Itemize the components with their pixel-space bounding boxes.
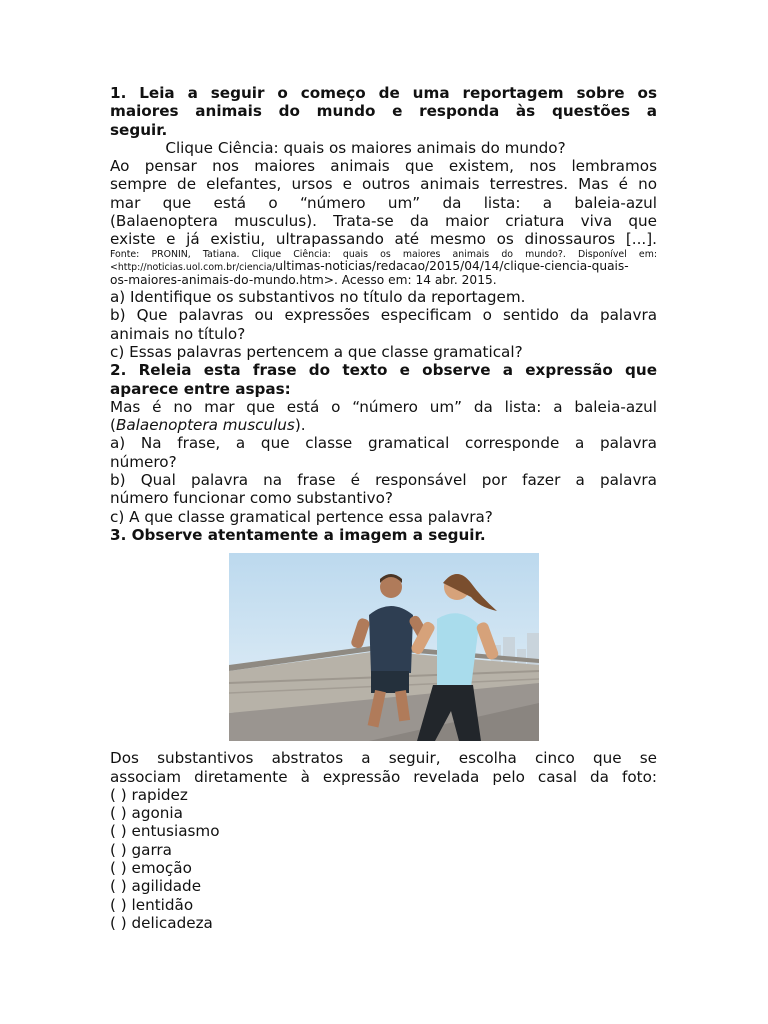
question-2 — [110, 361, 657, 526]
question-3-header: 3. Observe atentamente a imagem a seguir. — [110, 525, 486, 544]
question-2-item-b-cont: número funcionar como substantivo? — [110, 489, 393, 508]
question-3 — [110, 526, 657, 932]
question-1-item-b-cont: animais no título? — [110, 324, 246, 343]
source-citation-line — [110, 258, 657, 274]
question-2-header-line: aparece entre aspas: — [110, 379, 291, 398]
question-2-item-c: c) A que classe gramatical pertence essa palavra? — [110, 507, 493, 526]
answer-options — [110, 786, 657, 932]
document-content — [110, 84, 657, 932]
option-garra[interactable]: ( ) garra — [110, 840, 172, 859]
quoted-sentence-line: Mas é no mar que está o “número um” da lista: a baleia-azul — [110, 397, 657, 416]
question-2-header-line: 2. Releia esta frase do texto e observe a expressão que — [110, 361, 657, 380]
quoted-sentence-line — [110, 416, 657, 434]
scientific-name: Balaenoptera musculus — [115, 416, 295, 435]
option-agonia[interactable]: ( ) agonia — [110, 804, 183, 823]
article-text-line: Ao pensar nos maiores animais que existem, nos lembramos — [110, 157, 657, 176]
article-text-line: (Balaenoptera musculus). Trata-se da maior criatura viva que — [110, 212, 657, 231]
question-1-item-c: c) Essas palavras pertencem a que classe gramatical? — [110, 342, 523, 361]
option-rapidez[interactable]: ( ) rapidez — [110, 785, 188, 804]
option-emocao[interactable]: ( ) emoção — [110, 859, 192, 878]
option-entusiasmo[interactable]: ( ) entusiasmo — [110, 822, 220, 841]
question-2-item-b: b) Qual palavra na frase é responsável por fazer a palavra — [110, 471, 657, 490]
question-1-item-b: b) Que palavras ou expressões especificam o sentido da palavra — [110, 306, 657, 325]
source-url-part: <http://noticias.uol.com.br/ciencia/ — [110, 261, 276, 273]
source-citation-line: os-maiores-animais-do-mundo.htm>. Acesso em: 14 abr. 2015. — [110, 273, 497, 288]
option-lentidao[interactable]: ( ) lentidão — [110, 895, 194, 914]
option-agilidade[interactable]: ( ) agilidade — [110, 877, 202, 896]
article-title: Clique Ciência: quais os maiores animais do mundo? — [165, 138, 566, 157]
question-3-prompt-line: associam diretamente à expressão revelada pelo casal da foto: — [110, 767, 657, 786]
source-citation-line: Fonte: PRONIN, Tatiana. Clique Ciência: quais os maiores animais do mundo?. Disponível em: — [110, 248, 657, 260]
question-1-header-line: seguir. — [110, 120, 168, 139]
question-1-item-a: a) Identifique os substantivos no título da reportagem. — [110, 288, 526, 307]
article-text-line: sempre de elefantes, ursos e outros animais terrestres. Mas é no — [110, 175, 657, 194]
question-2-item-a-cont: número? — [110, 452, 177, 471]
source-url-part: ultimas-noticias/redacao/2015/04/14/clique-ciencia-quais- — [275, 258, 629, 273]
question-1-header-line: 1. Leia a seguir o começo de uma reportagem sobre os — [110, 84, 657, 102]
article-text-line: existe e já existiu, ultrapassando até mesmo os dinossauros [...]. — [110, 230, 657, 249]
running-couple-photo — [229, 553, 539, 741]
question-3-prompt-line: Dos substantivos abstratos a seguir, escolha cinco que se — [110, 749, 657, 768]
paren-open: ( — [110, 416, 116, 435]
question-1-header-line: maiores animais do mundo e responda às questões a — [110, 102, 657, 121]
question-1 — [110, 84, 657, 361]
option-delicadeza[interactable]: ( ) delicadeza — [110, 913, 213, 932]
question-2-item-a: a) Na frase, a que classe gramatical corresponde a palavra — [110, 434, 657, 453]
article-text-line: mar que está o “número um” da lista: a baleia-azul — [110, 193, 657, 212]
paren-close: ). — [294, 416, 306, 435]
